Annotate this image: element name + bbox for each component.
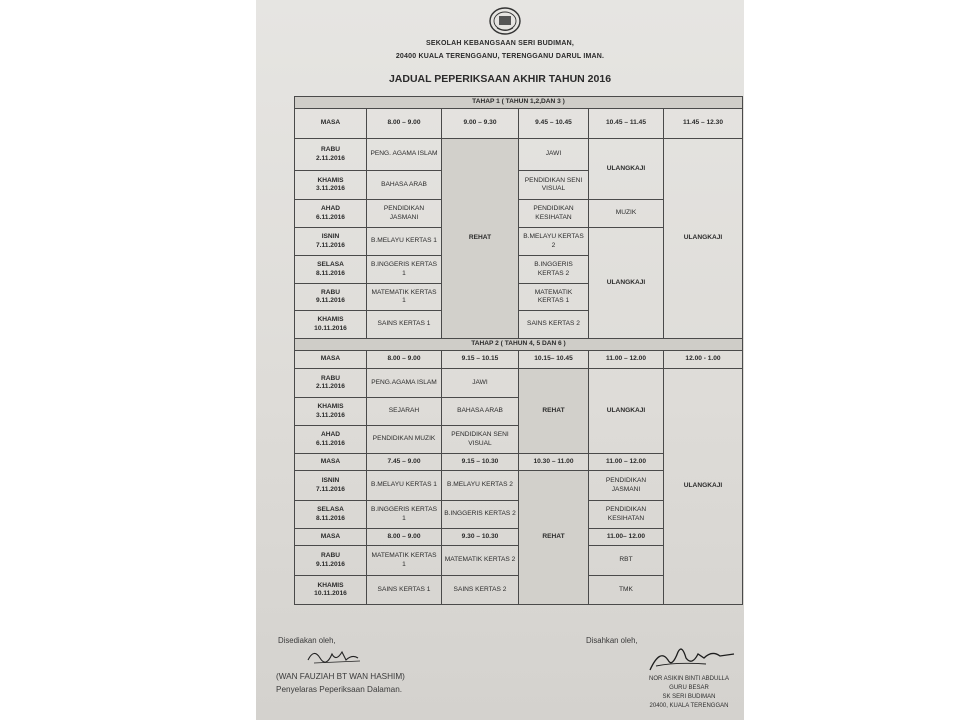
subject-cell: JAWI: [519, 139, 589, 171]
time-slot: 9.00 – 9.30: [442, 109, 519, 139]
time-slot: 9.30 – 10.30: [442, 529, 519, 546]
masa-label: MASA: [295, 454, 367, 471]
exam-timetable: [294, 96, 743, 605]
time-slot: 11.00 – 12.00: [589, 351, 664, 369]
exam-schedule-document: [256, 0, 744, 720]
day-cell: KHAMIS 3.11.2016: [295, 398, 367, 426]
masa-label: MASA: [295, 351, 367, 369]
table-row: [295, 139, 743, 171]
subject-cell: SAINS KERTAS 2: [442, 576, 519, 605]
subject-cell: PENDIDIKAN KESIHATAN: [519, 200, 589, 228]
subject-cell: B.MELAYU KERTAS 2: [519, 228, 589, 256]
subject-cell: B.INGGERIS KERTAS 2: [519, 256, 589, 284]
subject-cell: MATEMATIK KERTAS 2: [442, 546, 519, 576]
time-slot: 8.00 – 9.00: [367, 351, 442, 369]
preparer-role: Penyelaras Peperiksaan Dalaman.: [276, 685, 403, 694]
subject-cell: PENDIDIKAN KESIHATAN: [589, 501, 664, 529]
time-slot: 12.00 - 1.00: [664, 351, 743, 369]
time-slot: 11.00– 12.00: [589, 529, 664, 546]
subject-cell: PENDIDIKAN SENI VISUAL: [519, 171, 589, 200]
subject-cell: BAHASA ARAB: [442, 398, 519, 426]
subject-cell: JAWI: [442, 369, 519, 398]
time-slot: 8.00 – 9.00: [367, 529, 442, 546]
subject-cell: BAHASA ARAB: [367, 171, 442, 200]
day-cell: KHAMIS 3.11.2016: [295, 171, 367, 200]
day-cell: RABU 9.11.2016: [295, 546, 367, 576]
subject-cell: PENG. AGAMA ISLAM: [367, 139, 442, 171]
subject-cell: B.MELAYU KERTAS 1: [367, 228, 442, 256]
subject-cell: B.MELAYU KERTAS 1: [367, 471, 442, 501]
subject-cell: MATEMATIK KERTAS 1: [367, 546, 442, 576]
time-slot: 10.45 – 11.45: [589, 109, 664, 139]
time-slot: 9.15 – 10.15: [442, 351, 519, 369]
stamp-line: SK SERI BUDIMAN: [662, 694, 716, 700]
time-slot: 11.00 – 12.00: [589, 454, 664, 471]
rehat-cell: REHAT: [519, 369, 589, 454]
school-name: SEKOLAH KEBANGSAAN SERI BUDIMAN,: [426, 40, 574, 47]
stamp-line: GURU BESAR: [669, 685, 709, 691]
subject-cell: SAINS KERTAS 2: [519, 311, 589, 339]
stamp-line: NOR ASIKIN BINTI ABDULLA: [648, 676, 730, 682]
rehat-cell: REHAT: [442, 139, 519, 339]
day-cell: ISNIN 7.11.2016: [295, 471, 367, 501]
day-cell: RABU 2.11.2016: [295, 139, 367, 171]
page-title: JADUAL PEPERIKSAAN AKHIR TAHUN 2016: [388, 73, 612, 85]
subject-cell: B.INGGERIS KERTAS 1: [367, 256, 442, 284]
stamp-line: 20400, KUALA TERENGGAN: [649, 703, 729, 709]
subject-cell: SEJARAH: [367, 398, 442, 426]
subject-cell: MUZIK: [589, 200, 664, 228]
time-slot: 8.00 – 9.00: [367, 109, 442, 139]
subject-cell: SAINS KERTAS 1: [367, 311, 442, 339]
masa-label: MASA: [295, 109, 367, 139]
subject-cell: PENG.AGAMA ISLAM: [367, 369, 442, 398]
time-slot: 10.15– 10.45: [519, 351, 589, 369]
day-cell: SELASA 8.11.2016: [295, 256, 367, 284]
day-cell: SELASA 8.11.2016: [295, 501, 367, 529]
time-slot: 7.45 – 9.00: [367, 454, 442, 471]
subject-cell: B.INGGERIS KERTAS 2: [442, 501, 519, 529]
school-address: 20400 KUALA TERENGGANU, TERENGGANU DARUL IMAN.: [395, 53, 605, 60]
subject-cell: B.INGGERIS KERTAS 1: [367, 501, 442, 529]
ulangkaji-cell: ULANGKAJI: [589, 139, 664, 200]
tahap1-time-row: [295, 109, 743, 139]
time-slot: 10.30 – 11.00: [519, 454, 589, 471]
tahap2-label: TAHAP 2 ( TAHUN 4, 5 DAN 6 ): [295, 339, 743, 351]
subject-cell: PENDIDIKAN MUZIK: [367, 426, 442, 454]
tahap2-time-row: [295, 351, 743, 369]
subject-cell: RBT: [589, 546, 664, 576]
day-cell: RABU 9.11.2016: [295, 284, 367, 311]
subject-cell: PENDIDIKAN SENI VISUAL: [442, 426, 519, 454]
time-slot: 9.45 – 10.45: [519, 109, 589, 139]
day-cell: ISNIN 7.11.2016: [295, 228, 367, 256]
time-slot: 11.45 – 12.30: [664, 109, 743, 139]
school-crest-logo: [488, 6, 522, 36]
approver-signature: [646, 640, 736, 676]
day-cell: AHAD 6.11.2016: [295, 426, 367, 454]
subject-cell: MATEMATIK KERTAS 1: [367, 284, 442, 311]
day-cell: RABU 2.11.2016: [295, 369, 367, 398]
subject-cell: MATEMATIK KERTAS 1: [519, 284, 589, 311]
tahap1-label: TAHAP 1 ( TAHUN 1,2,DAN 3 ): [295, 97, 743, 109]
subject-cell: PENDIDIKAN JASMANI: [589, 471, 664, 501]
ulangkaji-cell: ULANGKAJI: [664, 139, 743, 339]
masa-label: MASA: [295, 529, 367, 546]
subject-cell: B.MELAYU KERTAS 2: [442, 471, 519, 501]
preparer-signature: [306, 644, 366, 666]
ulangkaji-cell: ULANGKAJI: [664, 369, 743, 605]
table-row: [295, 369, 743, 398]
day-cell: KHAMIS 10.11.2016: [295, 311, 367, 339]
ulangkaji-cell: ULANGKAJI: [589, 369, 664, 454]
approved-by-label: Disahkan oleh,: [586, 636, 638, 645]
time-slot: 9.15 – 10.30: [442, 454, 519, 471]
day-cell: KHAMIS 10.11.2016: [295, 576, 367, 605]
day-cell: AHAD 6.11.2016: [295, 200, 367, 228]
prepared-by-label: Disediakan oleh,: [278, 636, 336, 645]
preparer-name: (WAN FAUZIAH BT WAN HASHIM): [276, 672, 405, 681]
rehat-cell: REHAT: [519, 471, 589, 605]
subject-cell: SAINS KERTAS 1: [367, 576, 442, 605]
subject-cell: PENDIDIKAN JASMANI: [367, 200, 442, 228]
ulangkaji-cell: ULANGKAJI: [589, 228, 664, 339]
subject-cell: TMK: [589, 576, 664, 605]
